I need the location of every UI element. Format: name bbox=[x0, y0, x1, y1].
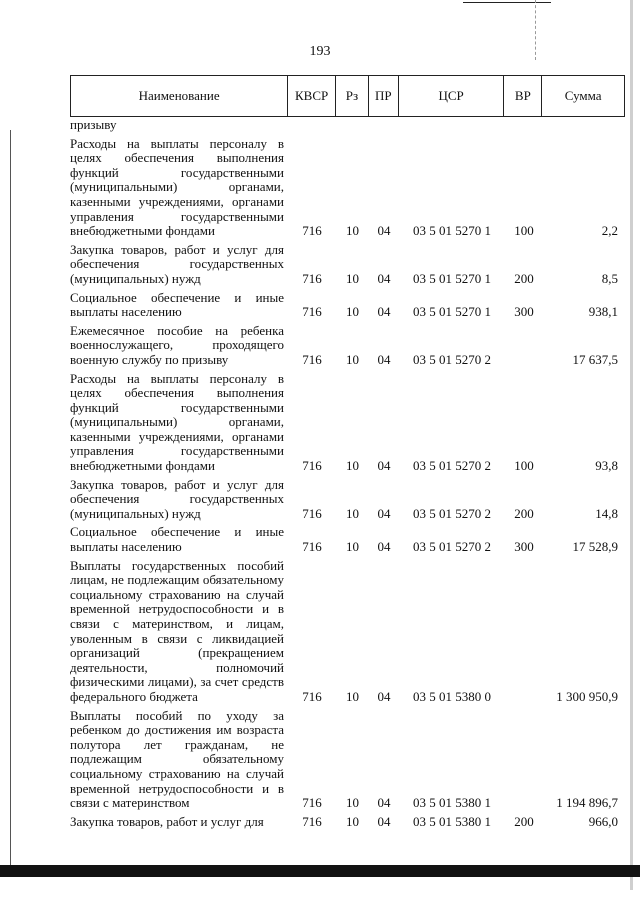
cell-kvsr: 716 bbox=[302, 223, 322, 239]
cell-name: Социальное обеспечение и иные выплаты населению bbox=[70, 524, 284, 555]
cell-csr: 03 5 01 5270 2 bbox=[413, 351, 491, 367]
cell-pr: 04 bbox=[377, 270, 391, 286]
cell-sum: 17 637,5 bbox=[572, 351, 618, 367]
scan-right-edge bbox=[630, 0, 633, 890]
cell-kvsr: 716 bbox=[302, 688, 322, 704]
cell-name: Социальное обеспечение и иные выплаты населению bbox=[70, 289, 284, 320]
cell-csr: 03 5 01 5270 2 bbox=[413, 458, 491, 474]
cell-name: Закупка товаров, работ и услуг для обеспечения государственных (муниципальных) нужд bbox=[70, 476, 284, 521]
cell-pr: 04 bbox=[377, 795, 391, 811]
cell-kvsr: 716 bbox=[302, 351, 322, 367]
cell-sum: 1 194 896,7 bbox=[556, 795, 618, 811]
cell-vr: 200 bbox=[514, 813, 534, 829]
cell-pr: 04 bbox=[377, 505, 391, 521]
cell-rz: 10 bbox=[346, 351, 359, 367]
cell-csr: 03 5 01 5380 1 bbox=[413, 795, 491, 811]
table-row bbox=[70, 118, 625, 133]
cell-kvsr: 716 bbox=[302, 539, 322, 555]
scan-top-line bbox=[463, 2, 551, 3]
cell-csr: 03 5 01 5270 1 bbox=[413, 304, 491, 320]
cell-vr: 100 bbox=[514, 458, 534, 474]
table-row bbox=[70, 243, 625, 287]
cell-pr: 04 bbox=[377, 351, 391, 367]
cell-rz: 10 bbox=[346, 270, 359, 286]
table-row bbox=[70, 478, 625, 522]
cell-vr: 300 bbox=[514, 539, 534, 555]
cell-pr: 04 bbox=[377, 688, 391, 704]
cell-csr: 03 5 01 5270 1 bbox=[413, 223, 491, 239]
cell-sum: 938,1 bbox=[588, 304, 618, 320]
cell-sum: 2,2 bbox=[601, 223, 618, 239]
cell-name: Выплаты государственных пособий лицам, не подлежащим обязательному социальному страхованию на случай временной нетрудоспособности и в связи с материнством, и лицам, уволенным в связи с ликвидацией организаций (прекращением деятельности, полномочий физическими лицами), за счет средств федерального бюджета bbox=[70, 557, 284, 704]
cell-name: Выплаты пособий по уходу за ребенком до достижения им возраста полутора лет гражданам, не подлежащим обязательному социальному страхованию на случай временной нетрудоспособности и в связи с материнством bbox=[70, 707, 284, 811]
table-row bbox=[70, 559, 625, 705]
cell-name: Закупка товаров, работ и услуг для bbox=[70, 813, 264, 829]
table-row bbox=[70, 291, 625, 320]
cell-sum: 93,8 bbox=[595, 458, 618, 474]
cell-vr: 200 bbox=[514, 270, 534, 286]
scan-bottom-bar bbox=[0, 865, 640, 877]
table-body bbox=[70, 118, 625, 829]
cell-name: Расходы на выплаты персоналу в целях обеспечения выполнения функций государственными (муниципальными) органами, казенными учреждениями, органами управления государственными внебюджетными фондами bbox=[70, 135, 284, 239]
cell-sum: 966,0 bbox=[588, 813, 618, 829]
table-row bbox=[70, 372, 625, 474]
table-row bbox=[70, 324, 625, 368]
scan-left-edge bbox=[10, 130, 11, 870]
cell-rz: 10 bbox=[346, 505, 359, 521]
table-row bbox=[70, 709, 625, 811]
cell-csr: 03 5 01 5270 2 bbox=[413, 505, 491, 521]
page-number: 193 bbox=[309, 44, 331, 59]
cell-kvsr: 716 bbox=[302, 458, 322, 474]
cell-rz: 10 bbox=[346, 688, 359, 704]
cell-rz: 10 bbox=[346, 223, 359, 239]
header-vr: ВР bbox=[504, 76, 542, 116]
cell-rz: 10 bbox=[346, 304, 359, 320]
cell-sum: 14,8 bbox=[595, 505, 618, 521]
cell-vr: 300 bbox=[514, 304, 534, 320]
cell-kvsr: 716 bbox=[302, 795, 322, 811]
cell-name: Расходы на выплаты персоналу в целях обеспечения выполнения функций государственными (муниципальными) органами, казенными учреждениями, органами управления государственными внебюджетными фондами bbox=[70, 370, 284, 474]
header-name: Наименование bbox=[71, 76, 288, 116]
cell-pr: 04 bbox=[377, 304, 391, 320]
cell-kvsr: 716 bbox=[302, 505, 322, 521]
cell-name: призыву bbox=[70, 117, 117, 132]
header-pr: ПР bbox=[369, 76, 399, 116]
cell-csr: 03 5 01 5380 0 bbox=[413, 688, 491, 704]
cell-csr: 03 5 01 5270 2 bbox=[413, 539, 491, 555]
cell-name: Закупка товаров, работ и услуг для обеспечения государственных (муниципальных) нужд bbox=[70, 241, 284, 286]
cell-vr: 100 bbox=[514, 223, 534, 239]
cell-pr: 04 bbox=[377, 813, 391, 829]
table-row bbox=[70, 137, 625, 239]
cell-csr: 03 5 01 5270 1 bbox=[413, 270, 491, 286]
cell-vr: 200 bbox=[514, 505, 534, 521]
cell-rz: 10 bbox=[346, 813, 359, 829]
cell-pr: 04 bbox=[377, 458, 391, 474]
table-row bbox=[70, 525, 625, 554]
table-row bbox=[70, 815, 625, 830]
header-rz: Рз bbox=[336, 76, 369, 116]
cell-kvsr: 716 bbox=[302, 270, 322, 286]
cell-csr: 03 5 01 5380 1 bbox=[413, 813, 491, 829]
cell-sum: 17 528,9 bbox=[572, 539, 618, 555]
cell-sum: 8,5 bbox=[601, 270, 618, 286]
cell-rz: 10 bbox=[346, 458, 359, 474]
table-header bbox=[70, 75, 625, 117]
cell-rz: 10 bbox=[346, 539, 359, 555]
cell-kvsr: 716 bbox=[302, 304, 322, 320]
header-csr: ЦСР bbox=[399, 76, 505, 116]
cell-rz: 10 bbox=[346, 795, 359, 811]
cell-pr: 04 bbox=[377, 223, 391, 239]
cell-kvsr: 716 bbox=[302, 813, 322, 829]
cell-pr: 04 bbox=[377, 539, 391, 555]
cell-sum: 1 300 950,9 bbox=[556, 688, 618, 704]
header-sum: Сумма bbox=[564, 88, 602, 103]
header-kvsr: КВСР bbox=[288, 76, 336, 116]
cell-name: Ежемесячное пособие на ребенка военнослужащего, проходящего военную службу по призыву bbox=[70, 322, 284, 367]
